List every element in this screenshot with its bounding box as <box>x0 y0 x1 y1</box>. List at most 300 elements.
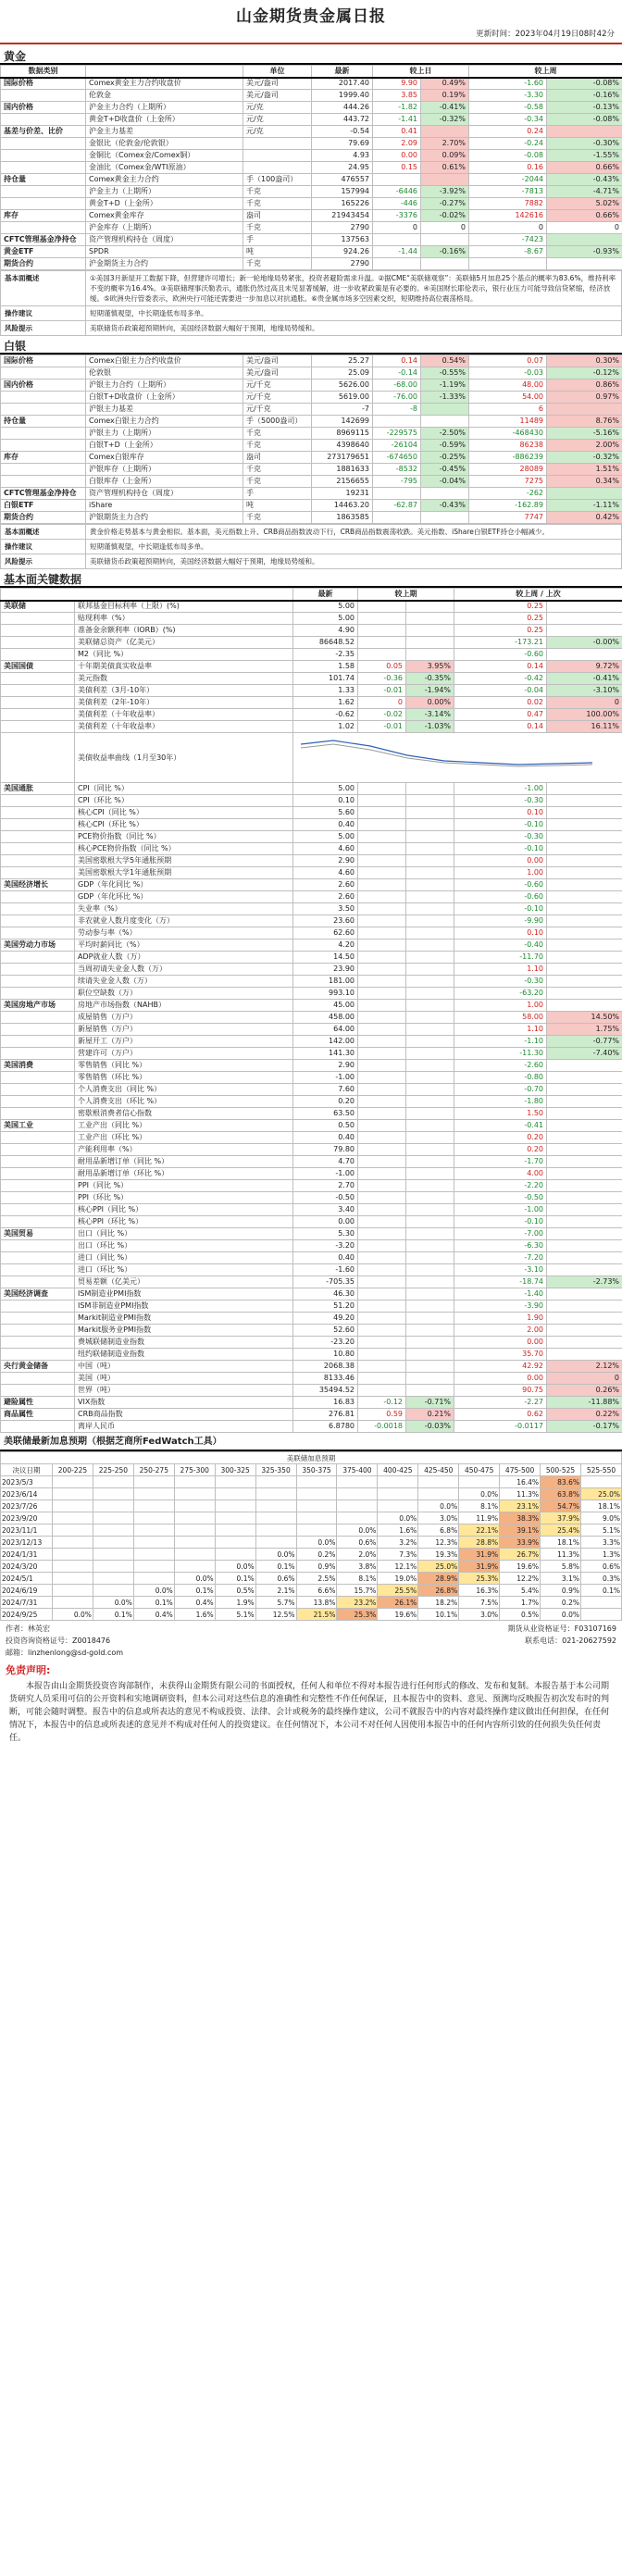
row-last: 4398640 <box>312 440 373 452</box>
row-prev-pct: -0.71% <box>406 1397 454 1409</box>
fed-prob: 3.1% <box>541 1573 581 1585</box>
row-week-pct <box>547 234 622 246</box>
row-name: 新屋销售（万户） <box>75 1024 293 1036</box>
fed-prob: 2.0% <box>337 1549 378 1561</box>
row-week-pct: 0.34% <box>547 476 622 488</box>
row-week-pct: 0.86% <box>547 380 622 392</box>
row-day-pct: -0.04% <box>421 476 469 488</box>
row-day-change: 0.15 <box>373 162 421 174</box>
fed-prob: 28.9% <box>418 1573 459 1585</box>
table-row <box>1 1373 622 1385</box>
row-name: 美元指数 <box>75 673 293 685</box>
row-prev-change <box>358 1180 406 1192</box>
fed-prob: 1.9% <box>215 1597 255 1609</box>
row-name: Comex黄金主力合约 <box>86 174 243 186</box>
row-week-change: -1.00 <box>454 783 547 795</box>
row-day-change: -0.14 <box>373 367 421 380</box>
row-prev-pct <box>406 1204 454 1216</box>
fed-row <box>1 1561 622 1573</box>
fed-prob: 18.1% <box>541 1537 581 1549</box>
row-week-pct: -0.00% <box>547 637 622 649</box>
row-day-pct: -3.92% <box>421 186 469 198</box>
row-week-pct: 9.72% <box>547 661 622 673</box>
row-prev-pct <box>406 1036 454 1048</box>
row-prev-pct: 0.00% <box>406 697 454 709</box>
fed-prob <box>93 1476 133 1488</box>
row-category: 期货合约 <box>1 512 86 524</box>
fed-prob <box>215 1524 255 1537</box>
row-name: CPI（同比 %） <box>75 783 293 795</box>
row-last: 0.40 <box>293 819 358 831</box>
row-week-change: 1.50 <box>454 1108 547 1120</box>
row-day-pct <box>421 258 469 270</box>
row-week-pct <box>547 1000 622 1012</box>
row-name: 白银库存（上金所） <box>86 476 243 488</box>
row-week-change: 6 <box>469 404 547 416</box>
silver-rows <box>1 355 622 524</box>
row-name: 美国密歇根大学1年通胀预期 <box>75 867 293 879</box>
row-week-pct: -2.73% <box>547 1276 622 1288</box>
fed-prob: 28.8% <box>459 1537 500 1549</box>
group-category: 美国消费 <box>1 1060 75 1072</box>
fed-prob: 0.0% <box>418 1500 459 1512</box>
group-spacer <box>1 1012 75 1024</box>
table-row <box>1 1300 622 1313</box>
group-spacer <box>1 1036 75 1048</box>
row-last: 2017.40 <box>312 78 373 90</box>
row-prev-change <box>358 601 406 613</box>
col-day: 较上日 <box>373 66 469 78</box>
fed-prob: 23.2% <box>337 1597 378 1609</box>
row-prev-pct <box>406 952 454 964</box>
row-last: 2068.38 <box>293 1361 358 1373</box>
row-week-pct: -0.93% <box>547 246 622 258</box>
table-row <box>1 915 622 927</box>
row-prev-change <box>358 940 406 952</box>
row-week-change: 0.25 <box>454 625 547 637</box>
fed-prob <box>93 1561 133 1573</box>
table-row <box>1 1096 622 1108</box>
row-week-pct <box>547 1096 622 1108</box>
fed-prob: 0.1% <box>93 1609 133 1621</box>
row-prev-change: -0.0018 <box>358 1421 406 1433</box>
row-week-change: -162.89 <box>469 500 547 512</box>
fed-col: 350-375 <box>296 1464 337 1476</box>
yield-curve-line <box>301 740 592 765</box>
fed-col: 325-350 <box>255 1464 296 1476</box>
row-week-change: 0.00 <box>454 1373 547 1385</box>
macro-section-title: 基本面关键数据 <box>0 571 622 588</box>
row-name: Comex黄金主力合约收盘价 <box>86 78 243 90</box>
row-last: -1.00 <box>293 1168 358 1180</box>
row-name: 零售销售（环比 %） <box>75 1072 293 1084</box>
note-label: 基本面概述 <box>1 525 86 540</box>
fed-prob <box>296 1500 337 1512</box>
gold-header-row <box>1 66 622 78</box>
row-week-change: 7747 <box>469 512 547 524</box>
row-last: 64.00 <box>293 1024 358 1036</box>
row-week-change: 48.00 <box>469 380 547 392</box>
row-prev-change <box>358 1072 406 1084</box>
row-last: 4.60 <box>293 843 358 855</box>
phone: 联系电话：021-20627592 <box>525 1636 616 1645</box>
table-row <box>1 114 622 126</box>
row-day-change: -229575 <box>373 428 421 440</box>
row-unit: 盎司 <box>243 210 312 222</box>
fed-prob: 15.7% <box>337 1585 378 1597</box>
table-row <box>1 1048 622 1060</box>
row-last: 8969115 <box>312 428 373 440</box>
row-unit: 千克 <box>243 440 312 452</box>
row-week-pct: -11.88% <box>547 1397 622 1409</box>
row-last: 2.90 <box>293 855 358 867</box>
row-prev-pct: -1.94% <box>406 685 454 697</box>
row-prev-pct: -0.03% <box>406 1421 454 1433</box>
row-week-change: 4.00 <box>454 1168 547 1180</box>
fed-prob: 0.0% <box>53 1609 93 1621</box>
row-day-pct: -0.43% <box>421 500 469 512</box>
fed-prob <box>53 1524 93 1537</box>
fed-prob: 1.7% <box>500 1597 541 1609</box>
row-prev-change <box>358 964 406 976</box>
fed-prob <box>580 1609 621 1621</box>
row-unit <box>243 150 312 162</box>
fed-prob <box>53 1537 93 1549</box>
fed-prob: 10.1% <box>418 1609 459 1621</box>
row-last: 0.20 <box>293 1096 358 1108</box>
row-week-pct <box>547 1288 622 1300</box>
row-week-pct: -0.77% <box>547 1036 622 1048</box>
fed-prob: 12.1% <box>378 1561 418 1573</box>
table-row <box>1 355 622 367</box>
fed-prob: 38.3% <box>500 1512 541 1524</box>
row-week-pct <box>547 807 622 819</box>
table-row <box>1 1325 622 1337</box>
row-name: 美债利差（2年-10年） <box>75 697 293 709</box>
row-name: 美债利差（3月-10年） <box>75 685 293 697</box>
fed-prob <box>133 1573 174 1585</box>
row-week-pct: 2.12% <box>547 1361 622 1373</box>
row-category <box>1 114 86 126</box>
fed-prob <box>53 1573 93 1585</box>
fed-prob: 25.3% <box>337 1609 378 1621</box>
group-spacer <box>1 1156 75 1168</box>
group-spacer <box>1 1385 75 1397</box>
fed-prob: 9.0% <box>580 1512 621 1524</box>
row-week-change: 0.16 <box>469 162 547 174</box>
table-row <box>1 102 622 114</box>
macro-col-name <box>1 589 293 601</box>
table-row <box>1 625 622 637</box>
row-name: SPDR <box>86 246 243 258</box>
group-spacer <box>1 649 75 661</box>
row-name: 美联储总资产（亿美元） <box>75 637 293 649</box>
group-category: 美国经济增长 <box>1 879 75 891</box>
fed-prob: 2.1% <box>255 1585 296 1597</box>
row-week-change: 90.75 <box>454 1385 547 1397</box>
fed-prob <box>418 1488 459 1500</box>
note-text: 黄金价格走势基本与黄金相似。基本面，美元指数上升、CRB商品指数波动下行，CRB商品指数震荡收跌。美元指数、iShare白银ETF持仓小幅减少。 <box>86 525 622 540</box>
row-prev-change <box>358 1325 406 1337</box>
row-week-pct: -7.40% <box>547 1048 622 1060</box>
row-unit: 美元/盎司 <box>243 78 312 90</box>
row-last: 16.83 <box>293 1397 358 1409</box>
note-label: 风险提示 <box>1 321 86 336</box>
row-day-pct: 0.09% <box>421 150 469 162</box>
silver-section-title: 白银 <box>0 338 622 355</box>
row-day-change: -76.00 <box>373 392 421 404</box>
table-row <box>1 416 622 428</box>
group-spacer <box>1 1144 75 1156</box>
row-week-pct <box>547 1168 622 1180</box>
row-name: 当周初请失业金人数（万） <box>75 964 293 976</box>
row-day-change: 0.41 <box>373 126 421 138</box>
group-spacer <box>1 637 75 649</box>
row-last: 10.80 <box>293 1349 358 1361</box>
row-last: 1.02 <box>293 721 358 733</box>
row-week-pct <box>547 126 622 138</box>
fed-prob <box>337 1500 378 1512</box>
table-row <box>1 649 622 661</box>
fed-prob: 11.3% <box>500 1488 541 1500</box>
fed-prob <box>337 1476 378 1488</box>
row-name: 工业产出（环比 %） <box>75 1132 293 1144</box>
row-day-pct: -0.45% <box>421 464 469 476</box>
row-prev-change: 0 <box>358 697 406 709</box>
fed-prob: 8.1% <box>459 1500 500 1512</box>
row-prev-pct <box>406 1072 454 1084</box>
row-week-pct: -0.43% <box>547 174 622 186</box>
fed-prob: 6.8% <box>418 1524 459 1537</box>
row-week-change: -3.10 <box>454 1264 547 1276</box>
row-unit: 手（5000盎司） <box>243 416 312 428</box>
fed-prob: 23.1% <box>500 1500 541 1512</box>
row-week-change: -0.30 <box>454 976 547 988</box>
row-last: 1.33 <box>293 685 358 697</box>
table-row <box>1 879 622 891</box>
group-spacer <box>1 1168 75 1180</box>
fed-prob: 0.4% <box>174 1597 215 1609</box>
row-week-change: -1.60 <box>469 78 547 90</box>
row-name: 中国（吨） <box>75 1361 293 1373</box>
row-last: 993.10 <box>293 988 358 1000</box>
row-prev-pct: 0.21% <box>406 1409 454 1421</box>
row-prev-change: -0.12 <box>358 1397 406 1409</box>
row-prev-pct <box>406 976 454 988</box>
row-day-change: -68.00 <box>373 380 421 392</box>
yield-curve-label: 美债收益率曲线（1月至30年） <box>75 733 293 783</box>
row-day-pct: -0.41% <box>421 102 469 114</box>
note-text: 短期谨慎观望，中长期逢低布局多单。 <box>86 306 622 321</box>
table-row <box>1 661 622 673</box>
row-last: 8133.46 <box>293 1373 358 1385</box>
fed-prob <box>255 1500 296 1512</box>
fed-prob <box>580 1597 621 1609</box>
group-spacer <box>1 964 75 976</box>
row-week-change: -2.20 <box>454 1180 547 1192</box>
row-name: Comex白银主力合约收盘价 <box>86 355 243 367</box>
row-name: 核心CPI（环比 %） <box>75 819 293 831</box>
row-week-pct <box>547 879 622 891</box>
row-week-change: -0.70 <box>454 1084 547 1096</box>
row-prev-pct <box>406 940 454 952</box>
row-week-pct: 0 <box>547 697 622 709</box>
row-week-pct <box>547 1349 622 1361</box>
row-day-pct <box>421 174 469 186</box>
group-spacer <box>1 927 75 940</box>
fed-prob <box>174 1561 215 1573</box>
row-last: 443.72 <box>312 114 373 126</box>
row-week-pct: 0 <box>547 222 622 234</box>
row-prev-change: 0.59 <box>358 1409 406 1421</box>
row-category: 国际价格 <box>1 355 86 367</box>
row-last: 79.69 <box>312 138 373 150</box>
fed-prob <box>93 1537 133 1549</box>
row-category: 黄金ETF <box>1 246 86 258</box>
fed-prob: 3.0% <box>418 1512 459 1524</box>
table-row <box>1 783 622 795</box>
row-last: 0.40 <box>293 1252 358 1264</box>
row-prev-pct <box>406 1144 454 1156</box>
group-spacer <box>1 721 75 733</box>
row-day-pct: -2.50% <box>421 428 469 440</box>
row-day-change <box>373 234 421 246</box>
note-row <box>1 525 622 540</box>
report-header <box>0 0 622 46</box>
fed-prob <box>93 1524 133 1537</box>
row-name: 沪银主力（上期所） <box>86 428 243 440</box>
table-row <box>1 476 622 488</box>
row-prev-pct <box>406 855 454 867</box>
row-week-change: 1.00 <box>454 867 547 879</box>
row-week-change: 0.10 <box>454 927 547 940</box>
row-name: 沪金主力基差 <box>86 126 243 138</box>
row-unit: 千克 <box>243 258 312 270</box>
row-day-change <box>373 512 421 524</box>
row-week-pct <box>547 843 622 855</box>
row-week-change: 0.07 <box>469 355 547 367</box>
fed-date: 2024/1/31 <box>1 1549 53 1561</box>
row-day-pct: -0.27% <box>421 198 469 210</box>
row-prev-pct <box>406 1313 454 1325</box>
fed-prob: 1.6% <box>174 1609 215 1621</box>
row-prev-change <box>358 1168 406 1180</box>
row-prev-change <box>358 891 406 903</box>
table-row <box>1 1385 622 1397</box>
row-week-pct: 0.66% <box>547 162 622 174</box>
row-unit: 千克 <box>243 186 312 198</box>
row-unit: 手（100盎司） <box>243 174 312 186</box>
row-day-pct <box>421 416 469 428</box>
row-name: 沪金主力（上期所） <box>86 186 243 198</box>
row-prev-change <box>358 1264 406 1276</box>
fed-row <box>1 1488 622 1500</box>
fed-prob: 0.0% <box>296 1537 337 1549</box>
row-day-pct: -1.19% <box>421 380 469 392</box>
row-prev-pct <box>406 915 454 927</box>
row-week-change: -0.60 <box>454 879 547 891</box>
row-prev-pct <box>406 867 454 879</box>
table-row <box>1 1216 622 1228</box>
row-unit: 元/千克 <box>243 404 312 416</box>
row-week-pct <box>547 1300 622 1313</box>
group-spacer <box>1 1204 75 1216</box>
row-name: 金油比（Comex金/WTI原油） <box>86 162 243 174</box>
note-text: 美联储货币政策超预期转向，美国经济数据大幅好于预期，地缘局势缓和。 <box>86 554 622 569</box>
row-prev-pct <box>406 903 454 915</box>
table-row <box>1 1012 622 1024</box>
fed-prob: 0.3% <box>580 1573 621 1585</box>
row-last: 5.00 <box>293 601 358 613</box>
row-name: Comex白银库存 <box>86 452 243 464</box>
row-prev-change: -0.01 <box>358 721 406 733</box>
group-spacer <box>1 891 75 903</box>
group-spacer <box>1 1096 75 1108</box>
row-last: 1863585 <box>312 512 373 524</box>
group-spacer <box>1 685 75 697</box>
row-week-change: 42.92 <box>454 1361 547 1373</box>
row-week-change: 0.14 <box>454 661 547 673</box>
row-last: 23.60 <box>293 915 358 927</box>
row-last: 273179651 <box>312 452 373 464</box>
fed-prob: 31.9% <box>459 1561 500 1573</box>
row-day-change: -8 <box>373 404 421 416</box>
group-spacer <box>1 1024 75 1036</box>
row-week-pct <box>547 964 622 976</box>
row-last: 4.70 <box>293 1156 358 1168</box>
fed-prob <box>337 1488 378 1500</box>
row-day-change: -62.87 <box>373 500 421 512</box>
fed-prob <box>93 1488 133 1500</box>
fed-prob: 3.2% <box>378 1537 418 1549</box>
row-week-change: -3.90 <box>454 1300 547 1313</box>
fed-date: 2024/5/1 <box>1 1573 53 1585</box>
row-last: 101.74 <box>293 673 358 685</box>
row-prev-change <box>358 649 406 661</box>
row-name: ISM制造业PMI指数 <box>75 1288 293 1300</box>
fed-prob: 0.0% <box>459 1488 500 1500</box>
table-row <box>1 174 622 186</box>
table-row <box>1 452 622 464</box>
row-name: 黄金T+D收盘价（上金所） <box>86 114 243 126</box>
row-name: 核心PPI（同比 %） <box>75 1204 293 1216</box>
fed-prob: 33.9% <box>500 1537 541 1549</box>
row-last: 21943454 <box>312 210 373 222</box>
row-day-change: -795 <box>373 476 421 488</box>
row-week-pct: -0.32% <box>547 452 622 464</box>
row-prev-change: 0.05 <box>358 661 406 673</box>
row-week-pct <box>547 404 622 416</box>
group-category: 商品属性 <box>1 1409 75 1421</box>
row-last: 4.90 <box>293 625 358 637</box>
row-unit: 元/克 <box>243 126 312 138</box>
table-row <box>1 903 622 915</box>
row-week-change: -0.42 <box>454 673 547 685</box>
row-name: GDP（年化同比 %） <box>75 879 293 891</box>
row-last: 2.60 <box>293 879 358 891</box>
group-category: 美国国债 <box>1 661 75 673</box>
group-spacer <box>1 1252 75 1264</box>
fed-prob: 11.9% <box>459 1512 500 1524</box>
silver-notes <box>0 524 622 569</box>
table-row <box>1 927 622 940</box>
row-prev-pct <box>406 625 454 637</box>
table-row <box>1 380 622 392</box>
row-prev-change <box>358 1084 406 1096</box>
row-name: 准备金余额利率（IORB）(%) <box>75 625 293 637</box>
row-name: PCE物价指数（同比 %） <box>75 831 293 843</box>
row-name: 伦敦金 <box>86 90 243 102</box>
